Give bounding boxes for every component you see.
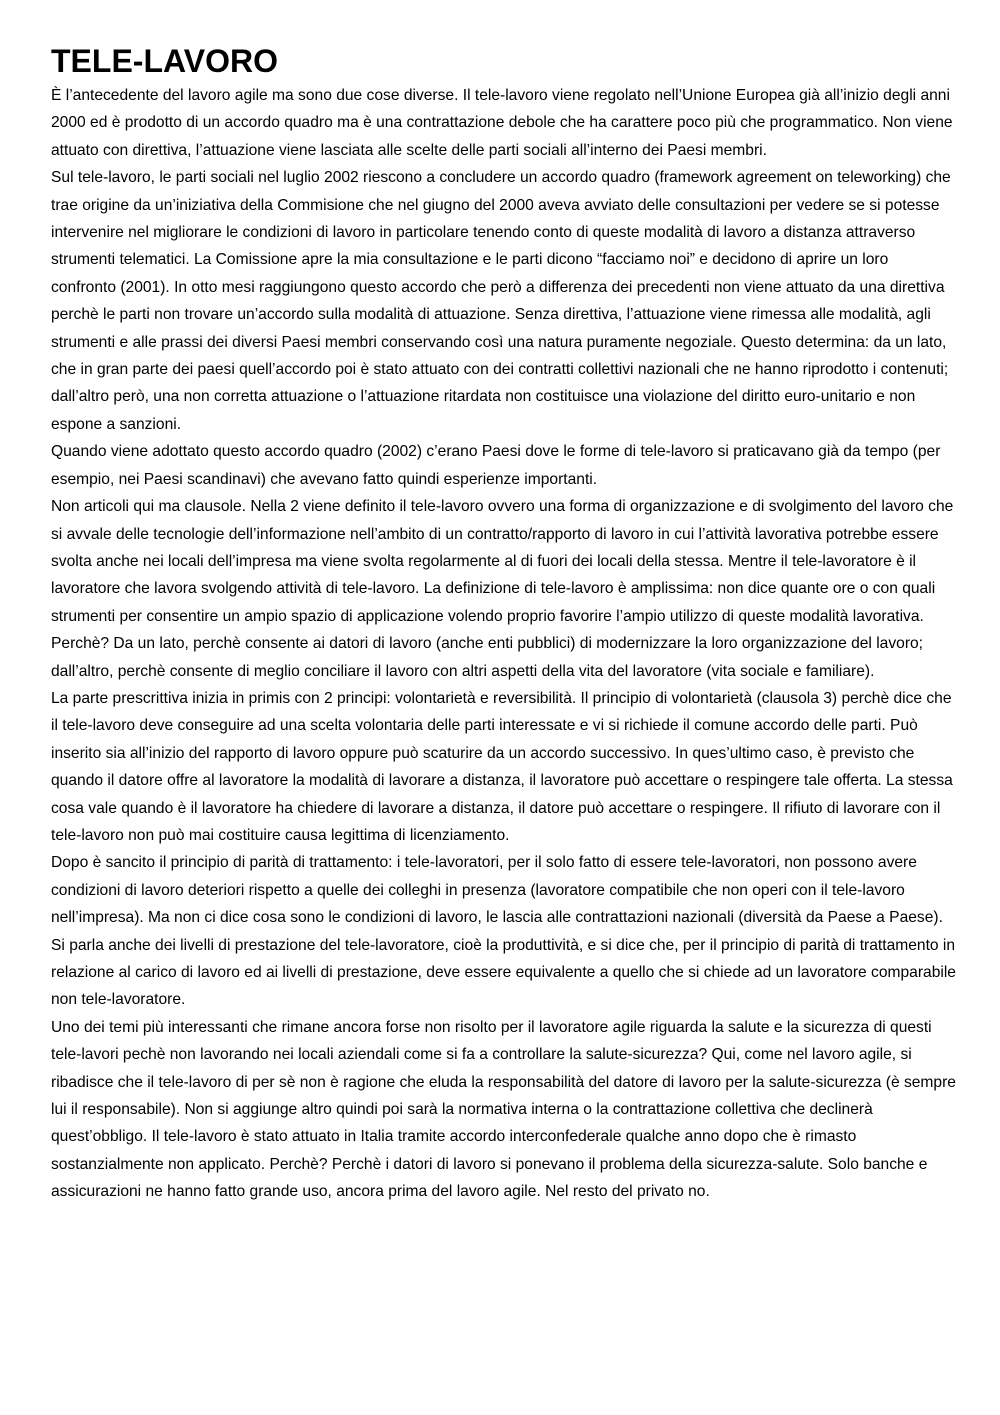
paragraph-definition: Non articoli qui ma clausole. Nella 2 viene definito il tele-lavoro ovvero una forma di organizzazione e di svolgimento del lavoro che si avvale delle tecnologie dell’informazione nell’ambito di un contratto/rapporto di lavoro in cui l’attività lavorativa potrebbe essere svolta anche nei locali dell’impresa ma viene svolta regolarmente al di fuori dei locali della stessa. Mentre il tele-lavoratore è il lavoratore che lavora svolgendo attività di tele-lavoro. La definizione di tele-lavoro è amplissima: non dice quante ore o con quali strumenti per consentire un ampio spazio di applicazione volendo proprio favorire l’ampio utilizzo di queste modalità lavorativa. Perchè? Da un lato, perchè consente ai datori di lavoro (anche enti pubblici) di modernizzare la loro organizzazione del lavoro; dall’altro, perchè consente di meglio conciliare il lavoro con altri aspetti della vita del lavoratore (vita sociale e familiare). bbox=[51, 498, 954, 680]
paragraph-performance-levels: Si parla anche dei livelli di prestazione del tele-lavoratore, cioè la produttività, e si dice che, per il principio di parità di trattamento in relazione al carico di lavoro ed ai livelli di prestazione, deve essere equivalente a quello che si chiede ad un lavoratore comparabile non tele-lavoratore. bbox=[51, 936, 956, 1009]
document-page bbox=[51, 40, 956, 1206]
document-title: TELE-LAVORO bbox=[51, 43, 278, 79]
paragraph-health-safety: Uno dei temi più interessanti che rimane ancora forse non risolto per il lavoratore agile riguarda la salute e la sicurezza di questi tele-lavori pechè non lavorando nei locali aziendali come si fa a controllare la salute-sicurezza? Qui, come nel lavoro agile, si ribadisce che il tele-lavoro di per sè non è ragione che eluda la responsabilità del datore di lavoro per la salute-sicurezza (è sempre lui il responsabile). Non si aggiunge altro quindi poi sarà la normativa interna o la contrattazione collettiva che declinerà quest’obbligo. Il tele-lavoro è stato attuato in Italia tramite accordo interconfederale qualche anno dopo che è rimasto sostanzialmente non applicato. Perchè? Perchè i datori di lavoro si ponevano il problema della sicurezza-salute. Solo banche e assicurazioni ne hanno fatto grande uso, ancora prima del lavoro agile. Nel resto del privato no. bbox=[51, 1018, 956, 1201]
paragraph-intro: È l’antecedente del lavoro agile ma sono due cose diverse. Il tele-lavoro viene regolato nell’Unione Europea già all’inizio degli anni 2000 ed è prodotto di un accordo quadro ma è una contrattazione debole che ha carattere poco più che programmatico. Non viene attuato con direttiva, l’attuazione viene lasciata alle scelte delle parti sociali all’interno dei Paesi membri. bbox=[51, 87, 953, 159]
paragraph-equal-treatment: Dopo è sancito il principio di parità di trattamento: i tele-lavoratori, per il solo fatto di essere tele-lavoratori, non possono avere condizioni di lavoro deteriori rispetto a quelle dei colleghi in presenza (lavoratore compatibile che non operi con il tele-lavoro nell’impresa). Ma non ci dice cosa sono le condizioni di lavoro, le lascia alle contrattazioni nazionali (diversità da Paese a Paese). bbox=[51, 854, 943, 927]
paragraph-adoption-2002: Quando viene adottato questo accordo quadro (2002) c’erano Paesi dove le forme di tele-lavoro si praticavano già da tempo (per esempio, nei Paesi scandinavi) che avevano fatto quindi esperienze importanti. bbox=[51, 443, 941, 488]
paragraph-framework-agreement: Sul tele-lavoro, le parti sociali nel luglio 2002 riescono a concludere un accordo quadro (framework agreement on teleworking) che trae origine da un’iniziativa della Commisione che nel giugno del 2000 aveva avviato delle consultazioni per vedere se si potesse intervenire nel migliorare le condizioni di lavoro in particolare tenendo conto di queste modalità di lavoro a distanza attraverso strumenti telematici. La Comissione apre la mia consultazione e le parti dicono “facciamo noi” e decidono di aprire un loro confronto (2001). In otto mesi raggiungono questo accordo che però a differenza dei precedenti non viene attuato da una direttiva perchè le parti non trovare un’accordo sulla modalità di attuazione. Senza direttiva, l’attuazione viene rimessa alle modalità, agli strumenti e alle prassi dei diversi Paesi membri conservando così una natura puramente negoziale. Questo determina: da un lato, che in gran parte dei paesi quell’accordo poi è stato attuato con dei contratti collettivi nazionali che ne hanno riprodotto i contenuti; dall’altro però, una non corretta attuazione o l’attuazione ritardata non costituisce una violazione del diritto euro-unitario e non espone a sanzioni. bbox=[51, 169, 951, 433]
paragraph-voluntariness: La parte prescrittiva inizia in primis con 2 principi: volontarietà e reversibilità. Il principio di volontarietà (clausola 3) perchè dice che il tele-lavoro deve conseguire ad una scelta volontaria delle parti interessate e vi si richiede il comune accordo delle parti. Può inserito sia all’inizio del rapporto di lavoro oppure può scaturire da un accordo successivo. In ques’ultimo caso, è previsto che quando il datore offre al lavoratore la modalità di lavorare a distanza, il lavoratore può accettare o respingere tale offerta. La stessa cosa vale quando è il lavoratore ha chiedere di lavorare a distanza, il datore può accettare o respingere. Il rifiuto di lavorare con il tele-lavoro non può mai costituire causa legittima di licenziamento. bbox=[51, 689, 953, 844]
